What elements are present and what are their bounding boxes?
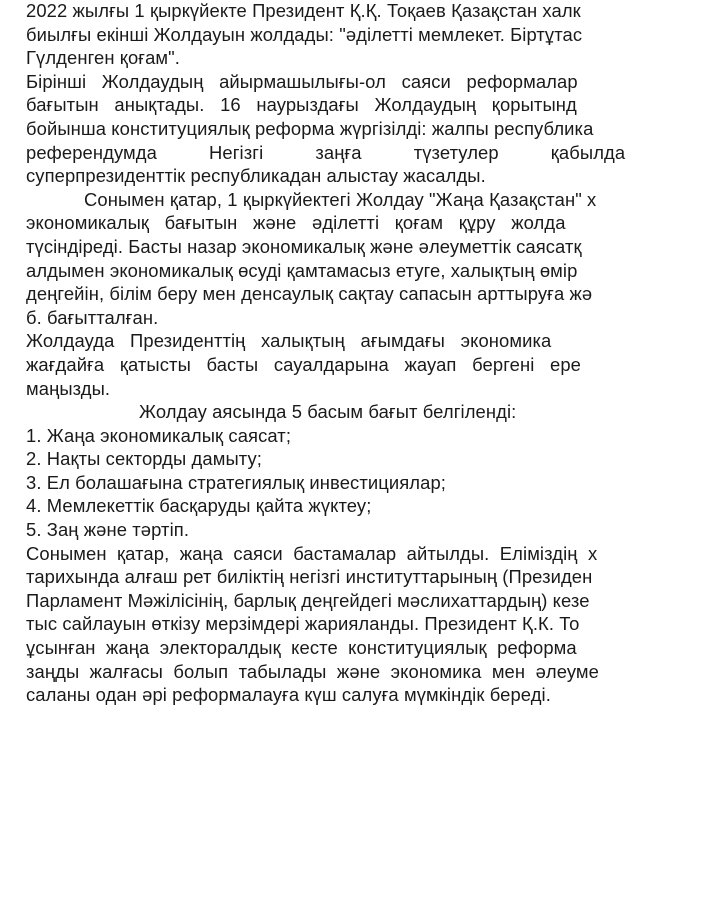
text-line: Сонымен қатар, 1 қыркүйектегі Жолдау "Жаңа Қазақстан" х — [84, 188, 597, 210]
text-line: Бірінші Жолдаудың айырмашылығы-ол саяси реформалар — [26, 70, 578, 92]
text-line: ұсынған жаңа электоралдық кесте конституциялық реформа — [26, 637, 577, 659]
text-line: бойынша конституциялық реформа жүргізілді: жалпы республика — [26, 117, 594, 139]
list-item: 1. Жаңа экономикалық саясат; — [26, 424, 292, 446]
list-item: 5. Заң және тәртіп. — [26, 519, 190, 541]
text-line: 2022 жылғы 1 қыркүйекте Президент Қ.Қ. Тоқаев Қазақстан халк — [26, 0, 581, 21]
text-line: экономикалық бағытын және әділетті қоғам құру жолда — [26, 212, 566, 234]
list-item: 2. Нақты секторды дамыту; — [26, 448, 262, 470]
text-line: б. бағытталған. — [26, 306, 159, 328]
text-line: жағдайға қатысты басты сауалдарына жауап бергені ере — [26, 353, 581, 375]
text-line: суперпрезиденттік республикадан алыстау жасалды. — [26, 165, 486, 187]
text-line: Гүлденген қоғам". — [26, 47, 180, 69]
list-item: 4. Мемлекеттік басқаруды қайта жүктеу; — [26, 495, 372, 517]
section-heading: Жолдау аясында 5 басым бағыт белгіленді: — [139, 401, 517, 423]
text-line: Сонымен қатар, жаңа саяси бастамалар айтылды. Еліміздің х — [26, 542, 598, 564]
text-line: тыс сайлауын өткізу мерзімдері жарияланды. Президент Қ.К. То — [26, 613, 580, 635]
text-line: маңызды. — [26, 377, 111, 399]
text-line: Жолдауда Президенттің халықтың ағымдағы экономика — [26, 330, 552, 352]
text-line: алдымен экономикалық өсуді қамтамасыз етуге, халықтың өмір — [26, 259, 578, 281]
text-line: бағытын анықтады. 16 наурыздағы Жолдаудың қорытынд — [26, 94, 577, 116]
text-line: деңгейін, білім беру мен денсаулық сақтау сапасын арттыруға жә — [26, 283, 593, 305]
text-line: биылғы екінші Жолдауын жолдады: "әділетті мемлекет. Біртұтас — [26, 23, 583, 45]
text-line: саланы одан әрі реформалауға күш салуға мүмкіндік береді. — [26, 684, 551, 706]
text-line: түсіндіреді. Басты назар экономикалық және әлеуметтік саясатқ — [26, 235, 582, 257]
text-line: тарихында алғаш рет биліктің негізгі институттарының (Президен — [26, 566, 593, 588]
document-text — [26, 0, 720, 707]
list-item: 3. Ел болашағына стратегиялық инвестициялар; — [26, 471, 447, 493]
text-line: Парламент Мәжілісінің, барлық деңгейдегі мәслихаттардың) кезе — [26, 589, 590, 611]
text-line: заңды жалғасы болып табылады және экономика мен әлеуме — [26, 660, 600, 682]
text-line: референдумда Негізгі заңға түзетулер қабылда — [26, 141, 626, 163]
